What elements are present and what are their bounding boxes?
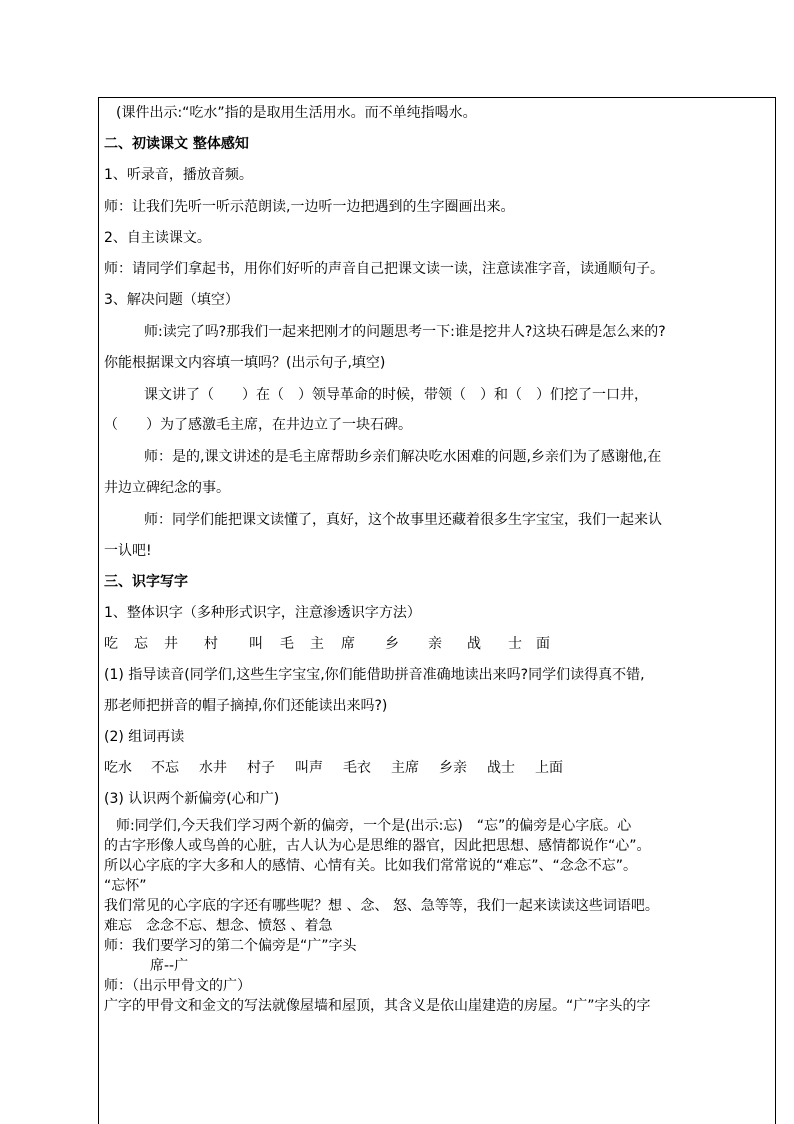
- word-item: 乡亲: [439, 760, 467, 776]
- word-item: 战士: [487, 760, 515, 776]
- char-item: 乡: [385, 636, 399, 652]
- courseware-note: (课件出示:“吃水”指的是取用生活用水。而不单纯指喝水。: [116, 105, 477, 121]
- char-item: 面: [536, 636, 550, 652]
- char-item: 毛: [280, 636, 294, 652]
- step-1-listen: 1、听录音，播放音频。: [104, 167, 253, 183]
- char-item: 战: [467, 636, 481, 652]
- radical-heart-line-1: 师:同学们,今天我们学习两个新的偏旁，一个是(出示:忘) “忘”的偏旁是心字底。心: [116, 818, 632, 834]
- radical-heart-words: 难忘 念念不忘、想念、愤怒 、着急: [104, 918, 333, 934]
- word-item: 水井: [199, 760, 227, 776]
- step-1-1-pronunciation: (1) 指导读音(同学们,这些生字宝宝,你们能借助拼音准确地读出来吗?同学们读得真不错,: [104, 667, 645, 683]
- radical-heart-line-4: “忘怀”: [104, 878, 147, 894]
- teacher-line-4: 师：是的,课文讲述的是毛主席帮助乡亲们解决吃水困难的问题,乡亲们为了感谢他,在: [144, 449, 662, 465]
- char-item: 吃: [104, 636, 118, 652]
- char-item: 井: [164, 636, 178, 652]
- char-item: 主: [310, 636, 324, 652]
- section-heading-2: 二、初读课文 整体感知: [104, 136, 249, 152]
- radical-guang-explanation: 广字的甲骨文和金文的写法就像屋墙和屋顶，其含义是依山崖建造的房屋。“广”字头的字: [104, 998, 651, 1014]
- step-1-1-pronunciation-b: 那老师把拼音的帽子摘掉,你们还能读出来吗?): [104, 698, 388, 714]
- step-1-2-words: (2) 组词再读: [104, 729, 185, 745]
- word-item: 村子: [247, 760, 275, 776]
- word-item: 主席: [391, 760, 419, 776]
- char-item: 忘: [134, 636, 148, 652]
- radical-heart-line-3: 所以心字底的字大多和人的感情、心情有关。比如我们常常说的“难忘”、“念念不忘”。: [104, 858, 638, 874]
- teacher-line-5b: 一认吧!: [104, 543, 152, 559]
- teacher-line-3b: 你能根据课文内容填一填吗？(出示句子,填空): [104, 355, 386, 371]
- char-item: 叫: [249, 636, 263, 652]
- radical-guang-intro: 师：我们要学习的第二个偏旁是“广”字头: [104, 938, 357, 954]
- fill-blank-sentence-b: （ ）为了感激毛主席，在井边立了一块石碑。: [104, 417, 412, 433]
- radical-heart-line-5: 我们常见的心字底的字还有哪些呢？想 、念、 怒、急等等，我们一起来读读这些词语吧。: [104, 898, 659, 914]
- word-item: 上面: [535, 760, 563, 776]
- teacher-line-3: 师:读完了吗?那我们一起来把刚才的问题思考一下:谁是挖井人?这块石碑是怎么来的?: [144, 324, 666, 340]
- step-1-recognize: 1、整体识字（多种形式识字，注意渗透识字方法）: [104, 605, 421, 621]
- char-item: 士: [508, 636, 522, 652]
- teacher-line-4b: 井边立碑纪念的事。: [104, 480, 230, 496]
- radical-guang-oracle: 师：（出示甲骨文的广）: [104, 978, 251, 994]
- word-item: 不忘: [151, 760, 179, 776]
- fill-blank-sentence: 课文讲了（ ）在（ ）领导革命的时候，带领（ ）和（ ）们挖了一口井，: [144, 387, 648, 403]
- radical-guang-example: 席--广: [150, 958, 189, 974]
- step-3-fill: 3、解决问题（填空）: [104, 292, 239, 308]
- radical-heart-line-2: 的古字形像人或鸟兽的心脏，古人认为心是思维的器官，因此把思想、感情都说作“心”。: [104, 838, 651, 854]
- word-item: 叫声: [295, 760, 323, 776]
- section-heading-3: 三、识字写字: [104, 574, 188, 590]
- teacher-line-5: 师：同学们能把课文读懂了，真好，这个故事里还藏着很多生字宝宝，我们一起来认: [144, 512, 662, 528]
- word-item: 毛衣: [343, 760, 371, 776]
- step-2-read: 2、自主读课文。: [104, 230, 211, 246]
- char-item: 亲: [428, 636, 442, 652]
- teacher-line-2: 师：请同学们拿起书，用你们好听的声音自己把课文读一读，注意读准字音，读通顺句子。: [104, 261, 664, 277]
- teacher-line-1: 师：让我们先听一听示范朗读,一边听一边把遇到的生字圈画出来。: [104, 199, 515, 215]
- step-1-3-radicals: (3) 认识两个新偏旁(心和广): [104, 791, 280, 807]
- char-item: 村: [204, 636, 218, 652]
- word-item: 吃水: [104, 760, 132, 776]
- char-item: 席: [341, 636, 355, 652]
